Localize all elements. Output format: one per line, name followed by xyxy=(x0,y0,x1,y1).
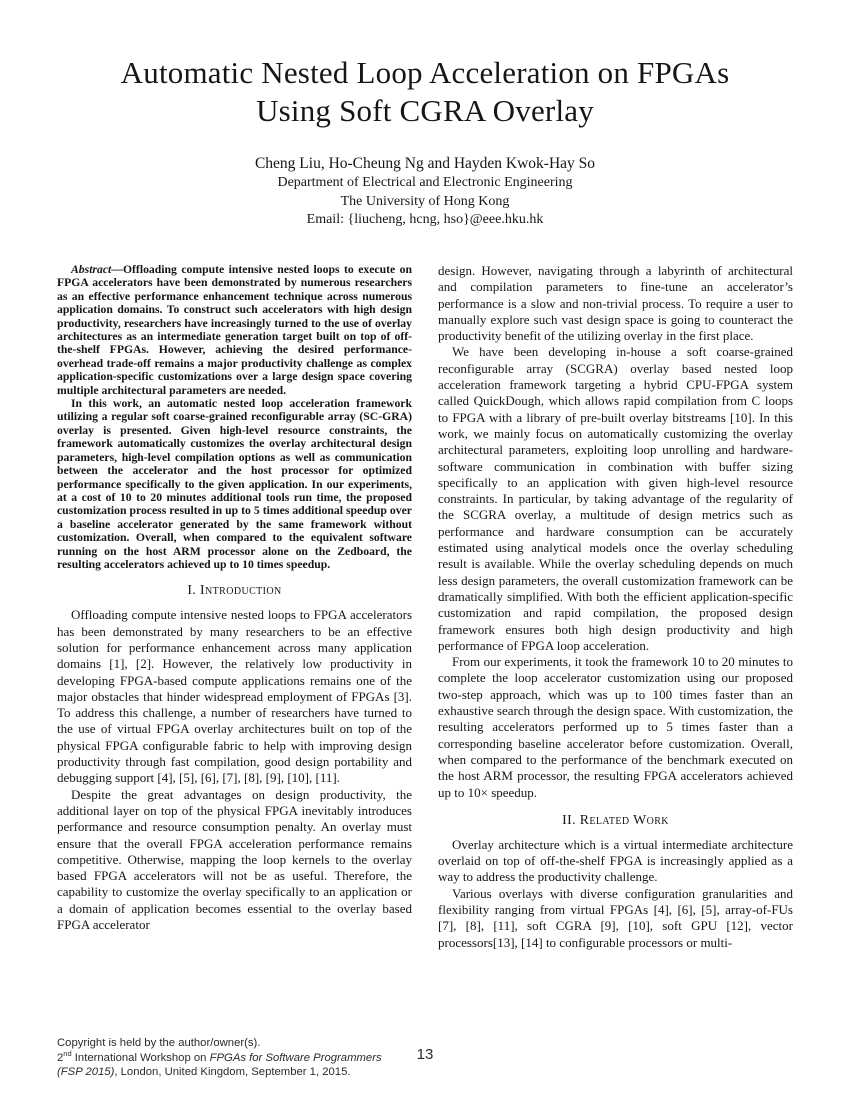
introduction-paragraph-4: From our experiments, it took the framework 10 to 20 minutes to complete the loop accelerator customization using our proposed two-step approach, which was up to 100 times faster than an exhaustive search through the design space. With customization, the resulting accelerators performed up to 5 times faster than a corresponding baseline accelerator before customization. Overall, when compared to the performance of the benchmark executed on the host ARM processor, the resulting FPGA accelerators achieved up to 10× speedup. xyxy=(438,654,793,800)
footer-venue-abbrev: (FSP 2015) xyxy=(57,1066,115,1079)
footer-copyright-line: Copyright is held by the author/owner(s). xyxy=(57,1037,261,1049)
abstract-label: Abstract xyxy=(71,263,112,276)
paper-title-line-1: Automatic Nested Loop Acceleration on FPGAs xyxy=(120,55,730,90)
related-work-paragraph-1: Overlay architecture which is a virtual intermediate architecture overlaid on top of off-the-shelf FPGA is increasingly applied as a way to address the productivity challenge. xyxy=(438,836,793,885)
paper-title-line-2: Using Soft CGRA Overlay xyxy=(256,93,594,128)
footer-venue-rest: , London, United Kingdom, September 1, 2015. xyxy=(114,1066,351,1079)
footer-workshop-mid: International Workshop on xyxy=(71,1051,210,1064)
footer-workshop-ordinal: nd xyxy=(63,1048,72,1058)
abstract-paragraph-1-text: —Offloading compute intensive nested loops to execute on FPGA accelerators have been demonstrated by numerous researchers as an effective performance enhancement technique across numerous application domains. To construct such accelerators with high design productivity, researchers have increasingly turned to the use of overlay architectures as an intermediate generation target built on top of off-the-shelf FPGAs. However, achieving the desired performance-overhead trade-off remains a major productivity challenge as complex application-specific customizations over a large design space covering multiple architectural parameters are needed. xyxy=(57,263,412,397)
author-names: Cheng Liu, Ho-Cheung Ng and Hayden Kwok-Hay So xyxy=(254,155,596,172)
section-heading-introduction: I. Introduction xyxy=(187,582,282,598)
paper-title xyxy=(0,0,850,130)
right-column xyxy=(438,263,793,951)
footer-workshop-prefix: 2 xyxy=(57,1051,64,1064)
author-department: Department of Electrical and Electronic Engineering xyxy=(277,175,573,190)
abstract-paragraph-2: In this work, an automatic nested loop acceleration framework utilizing a regular soft coarse-grained reconfigurable array (SC-GRA) overlay is presented. Given high-level resource constraints, the framework automatically customizes the overlay architectural design parameters, high-level compilation options as well as communication between the accelerator and the host processor for optimized performance specifically to the given application. In our experiments, at a cost of 10 to 20 minutes additional tools run time, the proposed customization process resulted in up to 5 times additional speedup over a baseline accelerator generated by the same framework without customization. Overall, when compared to the equivalent software running on the host ARM processor alone on the Zedboard, the resulting accelerators achieved up to 10 times speedup. xyxy=(57,397,412,571)
author-email: Email: {liucheng, hcng, hso}@eee.hku.hk xyxy=(306,212,544,227)
related-work-paragraph-2: Various overlays with diverse configuration granularities and flexibility ranging from virtual FPGAs [4], [6], [5], array-of-FUs [7], [8], [11], soft CGRA [9], [10], soft GPU [12], vector processors[13], [14] to configurable processors or multi- xyxy=(438,885,793,950)
abstract-paragraph-1 xyxy=(57,263,412,397)
introduction-paragraph-1: Offloading compute intensive nested loops to FPGA accelerators has been demonstrated by many researchers to be an effective solution for performance enhancement across many application domains [1], [2]. However, the relatively low productivity in developing FPGA-based compute applications remains one of the major obstacles that hinder widespread employment of FPGAs [3]. To address this challenge, a number of researchers have turned to the use of virtual FPGA overlay architectures built on top of the physical FPGA configurable fabric to help with improving design productivity through fast compilation, good design portability and debugging support [4], [5], [6], [7], [8], [9], [10], [11]. xyxy=(57,607,412,786)
author-university: The University of Hong Kong xyxy=(340,193,510,209)
footer-workshop-name: FPGAs for Software Programmers xyxy=(209,1051,382,1064)
introduction-paragraph-2: Despite the great advantages on design productivity, the additional layer on top of the physical FPGA inevitably introduces performance and resource consumption penalty. An overlay must ensure that the overall FPGA acceleration performance remains competitive. Otherwise, mapping the loop kernels to the overlay based FPGA accelerators will not be as useful. Therefore, the capability to customize the overlay specifically to an application or a domain of application becomes essential to the overlay based FPGA accelerator xyxy=(57,786,412,932)
two-column-body xyxy=(57,263,793,951)
page-number: 13 xyxy=(416,1046,434,1063)
introduction-paragraph-3: We have been developing in-house a soft coarse-grained reconfigurable array (SCGRA) overlay based nested loop acceleration framework targeting a hybrid CPU-FPGA system called QuickDough, which allows rapid compilation from C loops to FPGA with a library of pre-built overlay bitstreams [10]. In this work, we mainly focus on automatically customizing the overlay architectural parameters, exploiting loop unrolling and hardware-software communication in combination with buffer sizing specifically to an application with given high-level resource constraints. In particular, by taking advantage of the regularity of the SCGRA overlay, a multitude of design metrics such as performance and hardware consumption can be accurately estimated using analytical models once the overlay scheduling result is available. While the overlay scheduling depends on much less design parameters, the overall customization framework can be dramatically simplified. With both the efficient application-specific customization and rapid compilation, the proposed design framework ensures both high design productivity and high performance of FPGA loop acceleration. xyxy=(438,344,793,653)
introduction-paragraph-2-continued: design. However, navigating through a labyrinth of architectural and compilation parameters to fine-tune an accelerator’s performance is a slow and non-trivial process. To require a user to manually explore such vast design space is going to counteract the productivity benefit of the utilizing overlay in the first place. xyxy=(438,263,793,344)
footer-venue-line xyxy=(57,1065,557,1080)
section-heading-related-work: II. Related Work xyxy=(562,811,669,827)
left-column xyxy=(57,263,412,951)
author-block xyxy=(0,154,850,230)
